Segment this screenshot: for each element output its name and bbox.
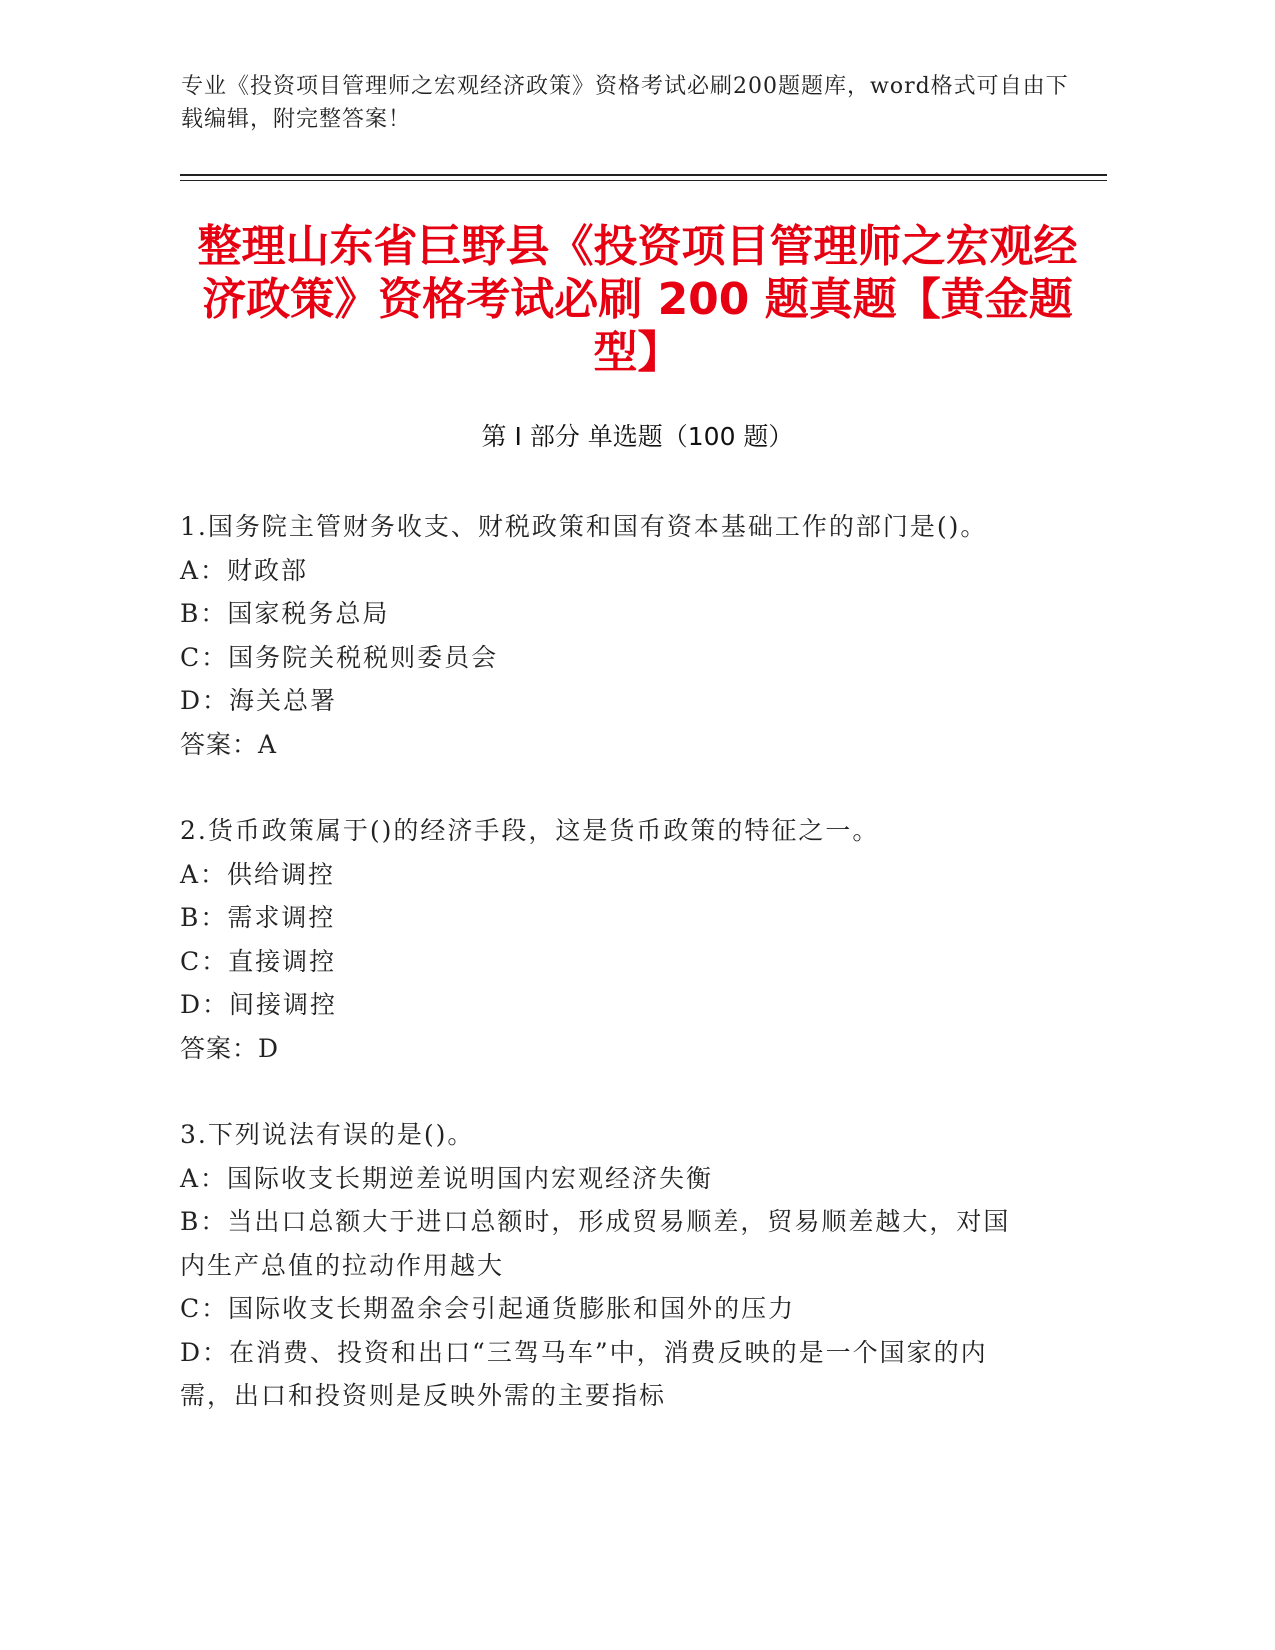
option-a: A：国际收支长期逆差说明国内宏观经济失衡	[180, 1163, 714, 1193]
option-b: B：需求调控	[180, 903, 336, 932]
question-2	[180, 809, 1030, 1070]
question-stem: 2.货币政策属于()的经济手段，这是货币政策的特征之一。	[180, 816, 880, 845]
option-d: D：海关总署	[180, 686, 338, 715]
question-stem: 1.国务院主管财务收支、财税政策和国有资本基础工作的部门是()。	[180, 512, 988, 541]
answer	[180, 1027, 1030, 1071]
header-divider-thick	[180, 174, 1107, 176]
header-divider-thin	[180, 180, 1107, 181]
answer-label: 答案：	[180, 1033, 259, 1063]
option-a: A：财政部	[180, 555, 309, 585]
option-d: D：在消费、投资和出口“三驾马车”中，消费反映的是一个国家的内需，出口和投资则是反映外需的主要指标	[180, 1337, 988, 1410]
question-stem: 3.下列说法有误的是()。	[180, 1120, 475, 1149]
answer-value: D	[258, 1033, 281, 1063]
answer-label: 答案：	[180, 729, 259, 759]
option-c: C：国务院关税税则委员会	[180, 642, 499, 672]
option-c: C：国际收支长期盈余会引起通货膨胀和国外的压力	[180, 1294, 796, 1323]
section-heading: 第 I 部分 单选题（100 题）	[481, 422, 794, 451]
option-a: A：供给调控	[180, 859, 336, 889]
answer	[180, 723, 1030, 767]
answer-value: A	[258, 729, 279, 759]
question-3	[180, 1113, 1030, 1418]
option-b: B：当出口总额大于进口总额时，形成贸易顺差，贸易顺差越大，对国内生产总值的拉动作用越大	[180, 1207, 1011, 1280]
question-list	[180, 505, 1030, 1461]
question-1	[180, 505, 1030, 766]
document-title: 整理山东省巨野县《投资项目管理师之宏观经济政策》资格考试必刷 200 题真题【黄金题型】	[197, 221, 1078, 378]
option-c: C：直接调控	[180, 946, 337, 976]
option-d: D：间接调控	[180, 990, 338, 1019]
header-note: 专业《投资项目管理师之宏观经济政策》资格考试必刷200题题库，word格式可自由下载编辑，附完整答案！	[181, 74, 1069, 132]
option-b: B：国家税务总局	[180, 599, 390, 628]
